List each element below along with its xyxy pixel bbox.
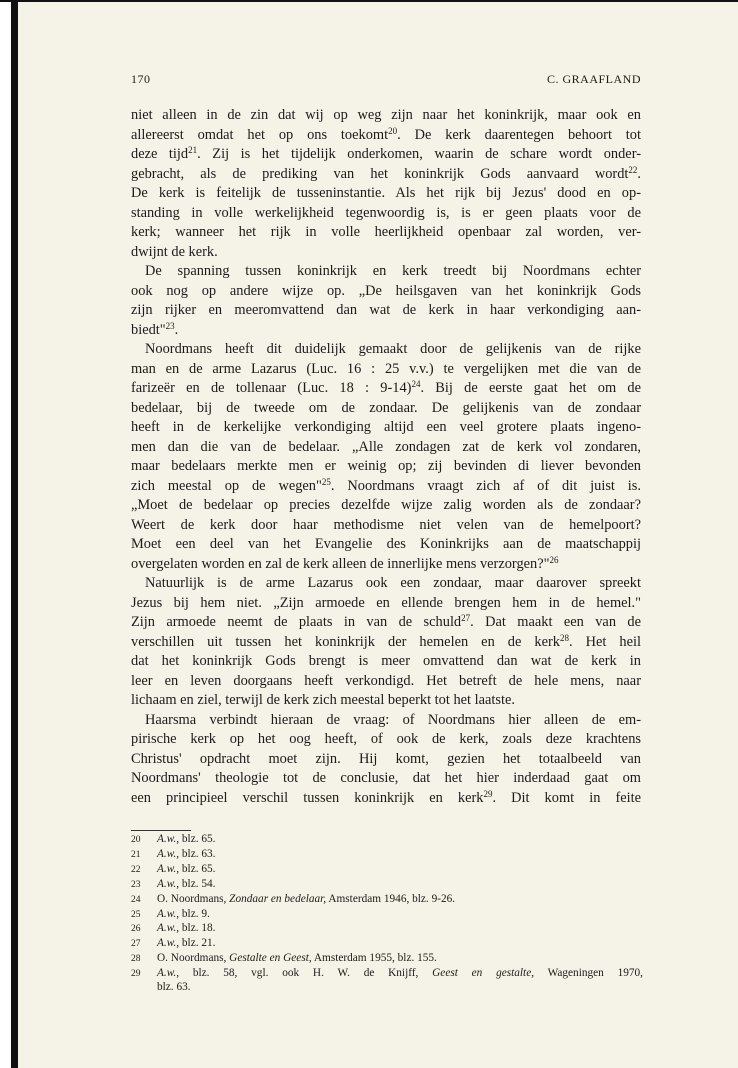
running-header <box>131 72 641 92</box>
footnote-number: 25 <box>131 909 141 920</box>
text-line: leer en leven doorgaans heeft verkondigd. Het betreft de hele mens, naar <box>131 672 641 689</box>
paragraph-4 <box>131 574 641 711</box>
paragraph-3 <box>131 340 641 574</box>
running-head-author: C. GRAAFLAND <box>546 72 641 86</box>
footnote-ital: A.w., <box>157 833 180 845</box>
text-line: Moet een deel van het Evangelie des Koninkrijks aan de maatschappij <box>131 536 641 552</box>
footnote: 25 A.w., blz. 9. <box>131 908 643 923</box>
text-line: lichaam en ziel, terwijl de kerk zich meestal beperkt tot het laatste. <box>131 692 515 708</box>
text-line: maar bedelaars merkte men er weinig op; zij bevinden di liever bevonden <box>131 458 641 474</box>
footnote: 22 A.w., blz. 65. <box>131 863 643 878</box>
text-line: pirische kerk op het oog heeft, of ook de kerk, zoals deze krachtens <box>131 731 641 747</box>
text-line: men dan die van de bedelaar. „Alle zondagen zat de kerk vol zondaren, <box>131 438 641 455</box>
footnote-number: 21 <box>131 849 141 860</box>
footnote-ital: A.w., <box>157 847 180 860</box>
footnote-number: 22 <box>131 864 141 875</box>
footnote-number: 28 <box>131 954 141 965</box>
text-line: overgelaten worden en zal de kerk alleen de innerlijke mens verzorgen?"$^{26}$ <box>131 554 559 572</box>
text-line: farizeër en de tollenaar (Luc. 18 : 9-14)$^{24}$. Bij de eerste gaat het om de <box>131 379 641 396</box>
text-line: zich meestal op de wegen"$^{25}$. Noordmans vraagt zich af of dit juist is. <box>131 476 642 494</box>
text-line: Zijn armoede neemt de plaats in van de schuld$^{27}$. Dat maakt een van de <box>131 613 641 630</box>
footnote-ital: A.w., <box>157 967 180 980</box>
text-line: De kerk is feitelijk de tusseninstantie. Als het rijk bij Jezus' dood en op- <box>131 185 641 201</box>
text-line: biedt"$^{23}$. <box>131 320 179 338</box>
footnote-ref: 21 <box>188 145 198 155</box>
text-line: man en de arme Lazarus (Luc. 16 : 25 v.v.) te vergelijken met die van de <box>131 360 641 377</box>
text-line: dat het koninkrijk Gods brengt is meer omvattend dan wat de kerk in <box>131 653 641 669</box>
paragraph-2 <box>131 262 641 340</box>
paragraph-5 <box>131 711 641 809</box>
footnote-number: 24 <box>131 894 141 905</box>
footnote: 21 A.w., blz. 63. <box>131 848 643 863</box>
footnote-ital: Zondaar en bedelaar, <box>229 892 327 905</box>
footnote: 27 A.w., blz. 21. <box>131 937 643 952</box>
footnote-ref: 20 <box>388 125 398 136</box>
footnote-ital: A.w., <box>157 862 180 875</box>
text-line: dwijnt de kerk. <box>131 243 218 260</box>
text-line: ook nog op andere wijze op. „De heilsgaven van het koninkrijk Gods <box>131 282 641 299</box>
footnote-ref: 25 <box>321 476 331 487</box>
footnote-continuation: blz. 63. <box>157 981 191 994</box>
footnote-divider <box>131 830 191 831</box>
text-line: Noordmans heeft dit duidelijk gemaakt door de gelijkenis van de rijke <box>145 341 641 357</box>
footnote: 24 O. Noordmans, Zondaar en bedelaar, Amsterdam 1946, blz. 9-26. <box>131 893 643 908</box>
text-line: niet alleen in de zin dat wij op weg zijn naar het koninkrijk, maar ook en <box>131 107 641 123</box>
footnote: 29 A.w., blz. 58, vgl. ook H. W. de Knijff, Geest en gestalte, Wageningen 1970, blz. 63. <box>131 967 643 994</box>
footnote-ref: 24 <box>411 379 421 389</box>
footnote-ref: 28 <box>559 632 569 643</box>
text-line: verschillen uit tussen het koninkrijk der hemelen en de kerk$^{28}$. Het heil <box>131 632 642 650</box>
footnote-ref: 22 <box>628 164 638 175</box>
text-line: allereerst omdat het op ons toekomt$^{20}$. De kerk daarentegen behoort tot <box>131 125 641 143</box>
text-line: Christus' opdracht moet zijn. Hij komt, gezien het totaalbeeld van <box>131 750 641 767</box>
footnote-ref: 29 <box>483 788 493 799</box>
footnote-ital: A.w., <box>157 937 180 950</box>
body-text <box>131 106 641 808</box>
text-line: Haarsma verbindt hieraan de vraag: of Noordmans hier alleen de em- <box>145 711 641 728</box>
text-line: kerk; wanneer het rijk in volle heerlijkheid openbaar zal worden, ver- <box>131 224 641 240</box>
footnotes <box>131 833 643 995</box>
footnote-number: 29 <box>131 969 141 980</box>
page-number: 170 <box>131 72 151 86</box>
text-line: Jezus bij hem niet. „Zijn armoede en ellende brengen hem in de hemel." <box>131 594 641 611</box>
text-line: „Moet de bedelaar op precies dezelfde wijze zalig worden als de zondaar? <box>131 497 641 513</box>
footnote-number: 23 <box>131 879 141 890</box>
text-line: gebracht, als de prediking van het koninkrijk Gods aanvaard wordt$^{22}$. <box>131 164 641 182</box>
paragraph-1 <box>131 106 641 262</box>
text-line: De spanning tussen koninkrijk en kerk treedt bij Noordmans echter <box>145 263 641 279</box>
footnote-number: 27 <box>131 939 141 950</box>
footnote: 20 A.w., blz. 65. <box>131 833 643 848</box>
footnote-number: 20 <box>131 835 141 845</box>
footnote: 28 O. Noordmans, Gestalte en Geest, Amsterdam 1955, blz. 155. <box>131 952 643 967</box>
text-line: deze tijd$^{21}$. Zij is het tijdelijk onderkomen, waarin de schare wordt onder- <box>131 145 641 162</box>
footnote-ref: 27 <box>461 613 471 623</box>
footnote-ref: 26 <box>549 554 559 565</box>
footnote: 23 A.w., blz. 54. <box>131 878 643 893</box>
footnote-ital: A.w., <box>157 877 180 890</box>
footnote-ital: Gestalte en Geest, <box>229 952 312 965</box>
text-line: Natuurlijk is de arme Lazarus ook een zondaar, maar daarover spreekt <box>145 575 641 591</box>
footnote-ital: Geest en gestalte, <box>432 967 535 980</box>
text-line: Weert de kerk door haar methodisme niet velen van de hemelpoort? <box>131 516 641 533</box>
text-line: bedelaar, bij de tweede om de zondaar. De gelijkenis van de zondaar <box>131 399 641 416</box>
footnote: 26 A.w., blz. 18. <box>131 922 643 937</box>
footnote-ref: 23 <box>165 320 175 331</box>
scan-border-left <box>11 0 18 1068</box>
footnote-ital: A.w., <box>157 922 180 935</box>
text-line: zijn rijker en meeromvattend dan wat de kerk in haar verkondiging aan- <box>131 302 641 318</box>
footnote-ital: A.w., <box>157 907 180 920</box>
text-line: Noordmans' theologie tot de conclusie, dat het hier inderdaad gaat om <box>131 770 641 786</box>
text-line: een principieel verschil tussen koninkrijk en kerk$^{29}$. Dit komt in feite <box>131 788 642 806</box>
footnote-number: 26 <box>131 924 141 935</box>
text-line: heeft in de kerkelijke verkondiging altijd een veel grotere plaats ingeno- <box>131 419 641 435</box>
text-line: standing in volle werkelijkheid tegenwoordig is, is er geen plaats voor de <box>131 204 641 221</box>
